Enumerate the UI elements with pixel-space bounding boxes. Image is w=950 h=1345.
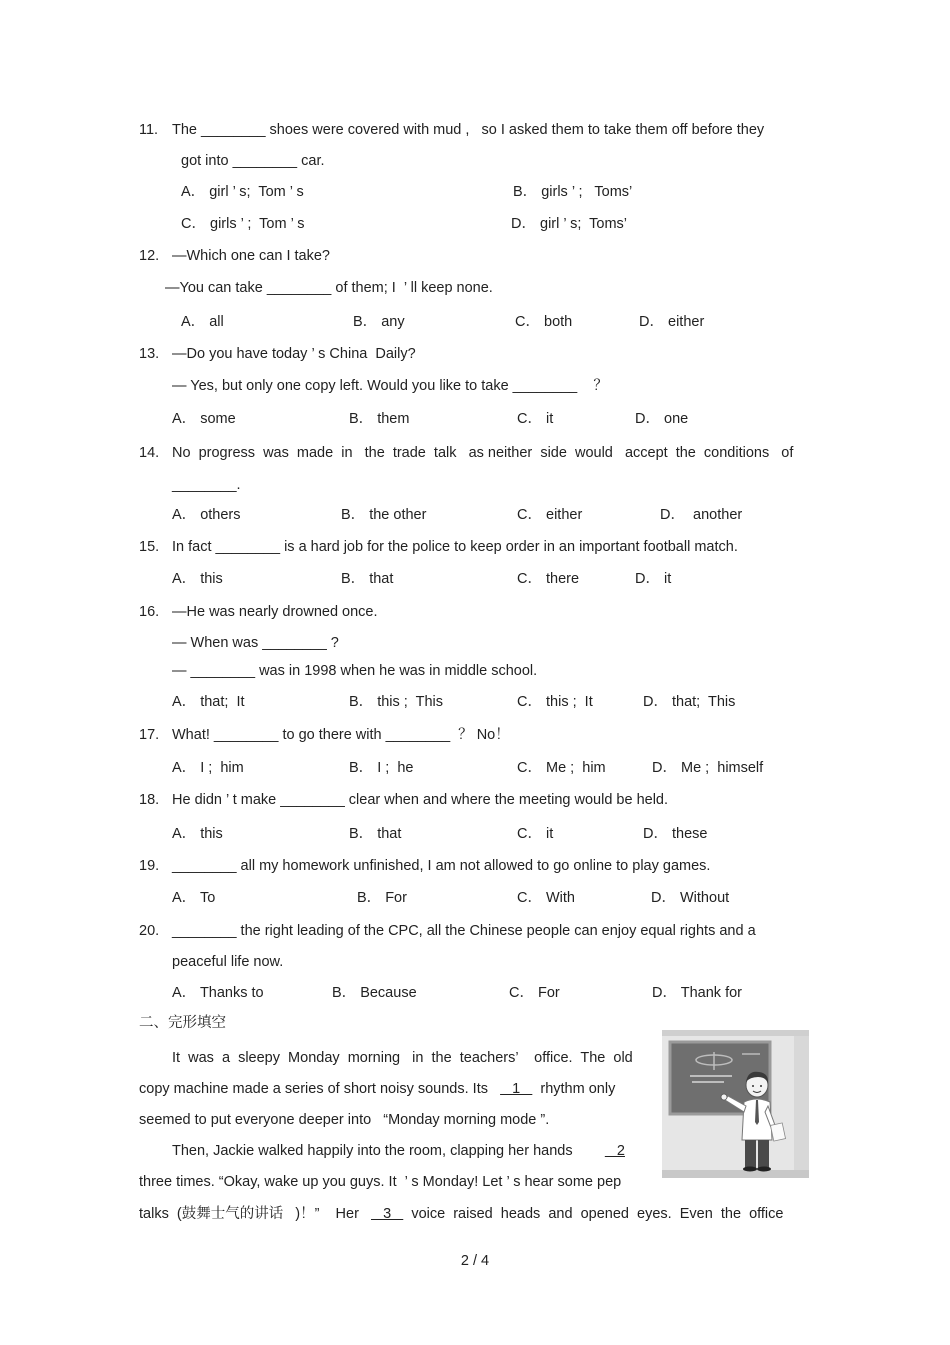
question-text: In fact ________ is a hard job for the police to keep order in an important football match. — [172, 539, 738, 555]
option-a: A． this — [172, 826, 223, 842]
question-text: got into ________ car. — [181, 153, 325, 169]
option-d: D． that; This — [643, 694, 736, 710]
question-number: 18. — [139, 792, 160, 808]
teacher-illustration — [662, 1030, 809, 1178]
option-c: C． Me ; him — [517, 760, 606, 776]
option-b: B． them — [349, 411, 410, 427]
section-title: 二、完形填空 — [139, 1015, 226, 1031]
question-text: What! ________ to go there with ________ ？ No！ — [172, 727, 510, 743]
option-d: D． Without — [651, 890, 730, 906]
question-number: 12. — [139, 248, 160, 264]
passage-line: talks (鼓舞士气的讲话 )！” Her 3 voice raised heads and opened eyes. Even the office — [139, 1206, 784, 1222]
option-a: A． Thanks to — [172, 985, 264, 1001]
question-number: 11. — [139, 122, 159, 138]
question-text: The ________ shoes were covered with mud , so I asked them to take them off before they — [172, 122, 765, 138]
option-d: D． these — [643, 826, 708, 842]
option-a: A． this — [172, 571, 223, 587]
question-number: 13. — [139, 346, 160, 362]
option-b: B． Because — [332, 985, 417, 1001]
passage-line: seemed to put everyone deeper into “Monday morning mode ”. — [139, 1112, 550, 1128]
option-d: D． one — [635, 411, 689, 427]
question-text: ________. — [172, 477, 241, 493]
option-a: A． girl ’ s; Tom ’ s — [181, 184, 304, 200]
option-b: B． girls ’ ; Toms’ — [513, 184, 633, 200]
question-text: —You can take ________ of them; I ’ ll keep none. — [165, 280, 493, 296]
blank-2[interactable]: 2 — [604, 1143, 625, 1159]
blank-3[interactable]: 3 — [371, 1206, 404, 1222]
question-text: ________ the right leading of the CPC, all the Chinese people can enjoy equal rights and a — [172, 923, 756, 939]
question-number: 17. — [139, 727, 160, 743]
option-a: A． that; It — [172, 694, 245, 710]
option-c: C． With — [517, 890, 575, 906]
option-d: D． either — [639, 314, 705, 330]
page-number: 2 / 4 — [460, 1253, 490, 1269]
option-b: B． the other — [341, 507, 427, 523]
option-a: A． some — [172, 411, 236, 427]
option-b: B． that — [341, 571, 394, 587]
question-text: ________ all my homework unfinished, I am not allowed to go online to play games. — [172, 858, 711, 874]
option-c: C． both — [515, 314, 573, 330]
question-text: — Yes, but only one copy left. Would you like to take ________ ？ — [172, 378, 608, 394]
option-a: A． To — [172, 890, 216, 906]
option-a: A． others — [172, 507, 241, 523]
option-c: C． For — [509, 985, 560, 1001]
question-number: 20. — [139, 923, 160, 939]
option-d: D． it — [635, 571, 672, 587]
option-c: C． either — [517, 507, 583, 523]
question-text: —Do you have today ’ s China Daily? — [172, 346, 416, 362]
option-a: A． I ; him — [172, 760, 244, 776]
option-d: D． Thank for — [652, 985, 742, 1001]
passage-line: three times. “Okay, wake up you guys. It ’ s Monday! Let ’ s hear some pep — [139, 1174, 622, 1190]
option-c: C． girls ’ ; Tom ’ s — [181, 216, 305, 232]
option-d: D． Me ; himself — [652, 760, 764, 776]
question-text: — When was ________ ? — [172, 635, 339, 651]
option-c: C． this ; It — [517, 694, 593, 710]
question-text: —Which one can I take? — [172, 248, 330, 264]
question-number: 19. — [139, 858, 160, 874]
question-text: —He was nearly drowned once. — [172, 604, 378, 620]
option-a: A． all — [181, 314, 224, 330]
question-text: He didn ’ t make ________ clear when and where the meeting would be held. — [172, 792, 669, 808]
question-number: 16. — [139, 604, 160, 620]
option-c: C． it — [517, 411, 554, 427]
option-b: B． I ; he — [349, 760, 414, 776]
option-c: C． there — [517, 571, 580, 587]
option-b: B． any — [353, 314, 405, 330]
passage-line: Then, Jackie walked happily into the room, clapping her hands 2 — [172, 1143, 625, 1159]
option-d: D． girl ’ s; Toms’ — [511, 216, 628, 232]
option-c: C． it — [517, 826, 554, 842]
option-b: B． For — [357, 890, 407, 906]
question-text: No progress was made in the trade talk as neither side would accept the conditions of — [172, 445, 794, 461]
passage-line: copy machine made a series of short noisy sounds. Its 1 rhythm only — [139, 1081, 616, 1097]
blank-1[interactable]: 1 — [500, 1081, 533, 1097]
question-number: 14. — [139, 445, 160, 461]
option-b: B． that — [349, 826, 402, 842]
question-text: — ________ was in 1998 when he was in middle school. — [172, 663, 538, 679]
question-number: 15. — [139, 539, 160, 555]
option-b: B． this ; This — [349, 694, 444, 710]
passage-line: It was a sleepy Monday morning in the teachers’ office. The old — [172, 1050, 633, 1066]
option-d: D． another — [660, 507, 743, 523]
question-text: peaceful life now. — [172, 954, 284, 970]
